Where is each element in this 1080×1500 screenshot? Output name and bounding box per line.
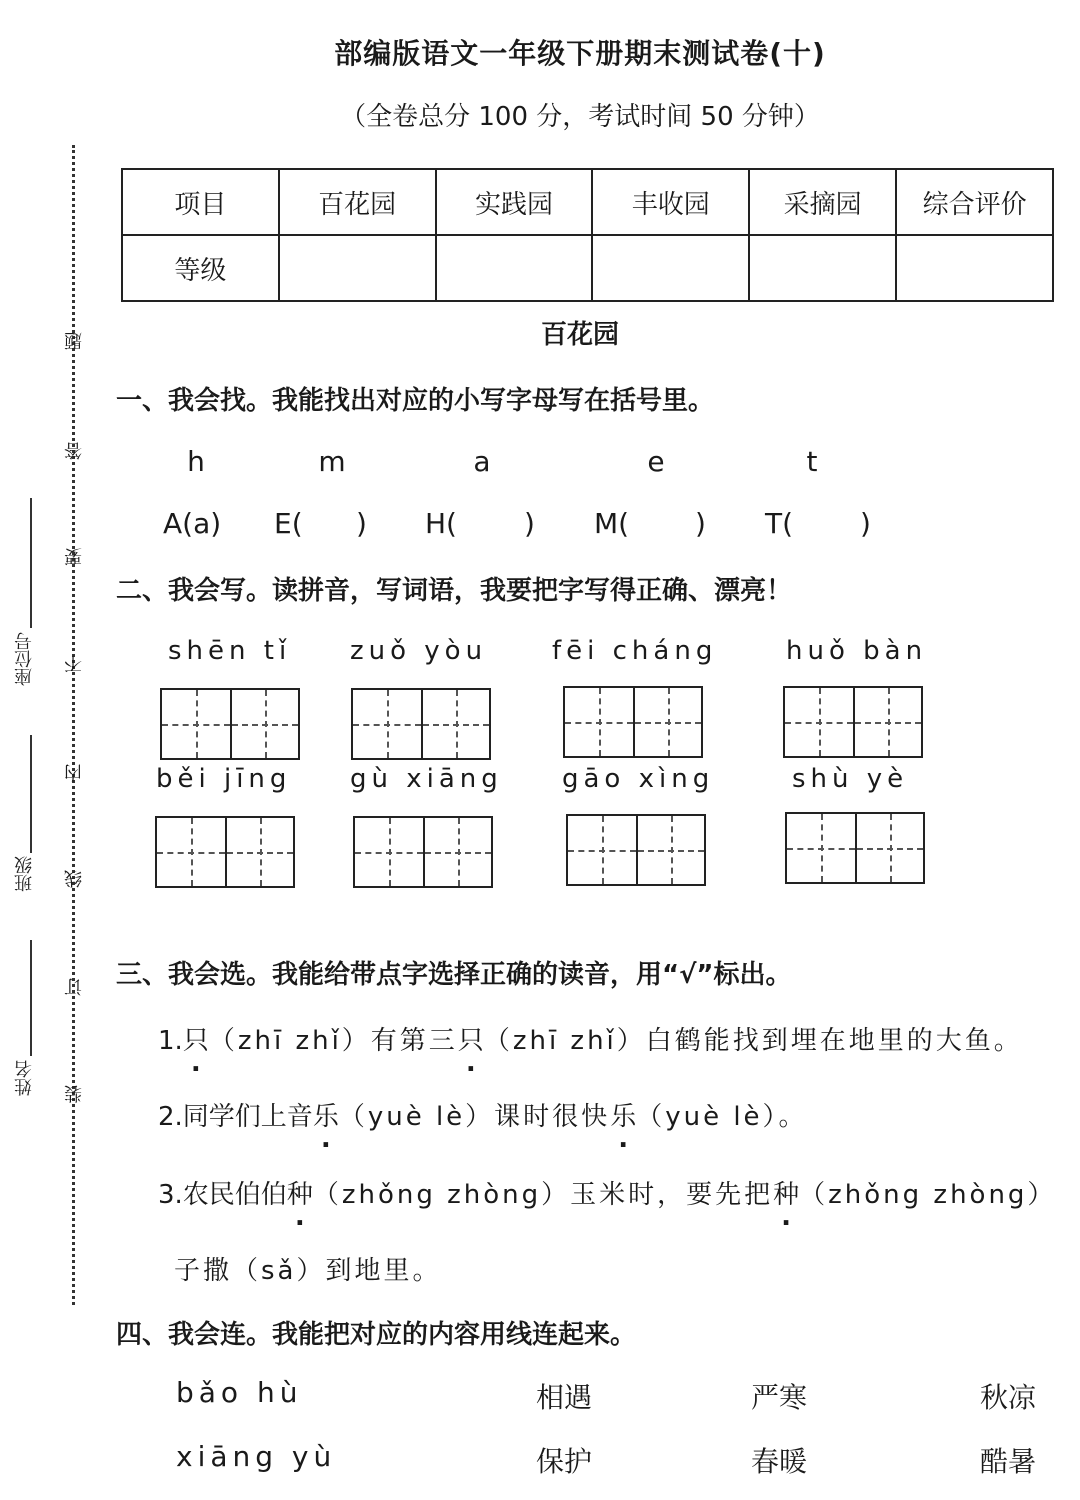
score-table-header-row [122,169,1053,235]
dotted-char: 种 [773,1180,800,1210]
q3-item-2 [158,1096,808,1133]
q3-text: 子撒（sǎ）到地里。 [174,1256,442,1286]
q1-open-m: M( [594,507,630,540]
tian-grid[interactable] [783,686,923,758]
margin-char: 线 [64,870,85,888]
q2-pinyin: fēi cháng [552,636,718,666]
dotted-char: 种 [286,1180,313,1210]
q3-item-3-continued [174,1250,441,1287]
grade-cell[interactable] [279,235,436,301]
q1-open-e: E( [274,507,303,540]
margin-char: 答 [64,442,85,460]
name-label: 姓名 [14,1060,35,1096]
class-blank[interactable] [30,735,32,853]
q2-pinyin: gù xiāng [350,764,503,794]
dotted-char: 乐 [312,1102,339,1132]
exam-title: 部编版语文一年级下册期末测试卷(十) [334,37,826,70]
tian-grid[interactable] [353,816,493,888]
q1-close-e: ) [356,507,367,540]
q3-text: 1. [158,1026,183,1056]
q4-word: 相遇 [536,1381,593,1414]
grade-cell[interactable] [896,235,1053,301]
q1-close-m: ) [695,507,706,540]
q4-word: 保护 [536,1445,593,1478]
q1-close-h: ) [524,507,535,540]
score-header-cell: 实践园 [436,169,593,235]
margin-char: 要 [64,548,85,566]
grade-cell[interactable] [749,235,896,301]
grade-cell[interactable] [592,235,749,301]
margin-char: 题 [64,332,85,350]
score-header-cell: 采摘园 [749,169,896,235]
dotted-char: 只 [182,1026,209,1056]
margin-char: 装 [64,1085,85,1103]
q2-pinyin: huǒ bàn [786,636,928,666]
class-label: 班级 [14,856,35,892]
q4-pinyin: bǎo hù [176,1376,303,1409]
q2-pinyin: shēn tǐ [168,636,292,666]
q4-word: 酷暑 [980,1445,1037,1478]
score-header-cell: 百花园 [279,169,436,235]
q3-title: 三、我会选。我能给带点字选择正确的读音，用“√”标出。 [116,960,792,990]
q1-close-t: ) [860,507,871,540]
tian-grid[interactable] [563,686,703,758]
q1-letter: e [647,445,665,478]
q2-pinyin: shù yè [792,764,909,794]
q1-open-t: T( [765,507,794,540]
q3-item-3 [158,1174,1056,1211]
q3-text: （zhǒng zhòng）玉米时，要先把 [312,1180,774,1210]
grade-row-label: 等级 [122,235,279,301]
margin-char: 内 [64,764,85,782]
q1-open-h: H( [425,507,457,540]
q4-pinyin: xiāng yù [176,1440,337,1473]
q2-pinyin: zuǒ yòu [350,636,488,666]
score-header-cell: 丰收园 [592,169,749,235]
q1-answer-a: A(a) [163,507,222,540]
q3-text: 3.农民伯伯 [158,1180,287,1210]
score-table-grade-row [122,235,1053,301]
section-title: 百花园 [540,320,619,350]
q3-text: 2.同学们上音 [158,1102,313,1132]
q4-word: 秋凉 [980,1381,1037,1414]
q2-title: 二、我会写。读拼音，写词语，我要把字写得正确、漂亮！ [116,576,793,606]
q1-letter: t [806,445,818,478]
q3-text: （zhī zhǐ）有第三 [208,1026,458,1056]
q2-pinyin: běi jīng [156,764,292,794]
name-blank[interactable] [30,940,32,1056]
margin-char: 订 [64,978,85,996]
q1-title: 一、我会找。我能找出对应的小写字母写在括号里。 [116,386,715,416]
tian-grid[interactable] [160,688,300,760]
grade-cell[interactable] [436,235,593,301]
margin-char: 不 [64,655,85,673]
q4-word: 严寒 [751,1381,808,1414]
q3-text: （zhī zhǐ）白鹤能找到埋在地里的大鱼。 [483,1026,1023,1056]
q2-pinyin: gāo xìng [562,764,715,794]
tian-grid[interactable] [351,688,491,760]
seat-number-label: 座位号 [14,632,35,686]
q3-item-1 [158,1020,1023,1057]
seat-number-blank[interactable] [30,498,32,628]
exam-subtitle: （全卷总分 100 分，考试时间 50 分钟） [340,102,820,132]
score-header-cell: 综合评价 [896,169,1053,235]
tian-grid[interactable] [785,812,925,884]
dotted-char: 只 [457,1026,484,1056]
q1-letter: m [318,445,346,478]
q1-letter: h [187,445,205,478]
q1-letter: a [473,445,491,478]
dotted-char: 乐 [610,1102,637,1132]
q4-title: 四、我会连。我能把对应的内容用线连起来。 [116,1320,637,1350]
q3-text: （yuè lè）。 [636,1102,808,1132]
score-table [121,168,1054,302]
q3-text: （yuè lè）课时很快 [338,1102,611,1132]
q3-text: （zhǒng zhòng） [799,1180,1057,1210]
tian-grid[interactable] [566,814,706,886]
score-header-cell: 项目 [122,169,279,235]
q4-word: 春暖 [751,1445,808,1478]
tian-grid[interactable] [155,816,295,888]
